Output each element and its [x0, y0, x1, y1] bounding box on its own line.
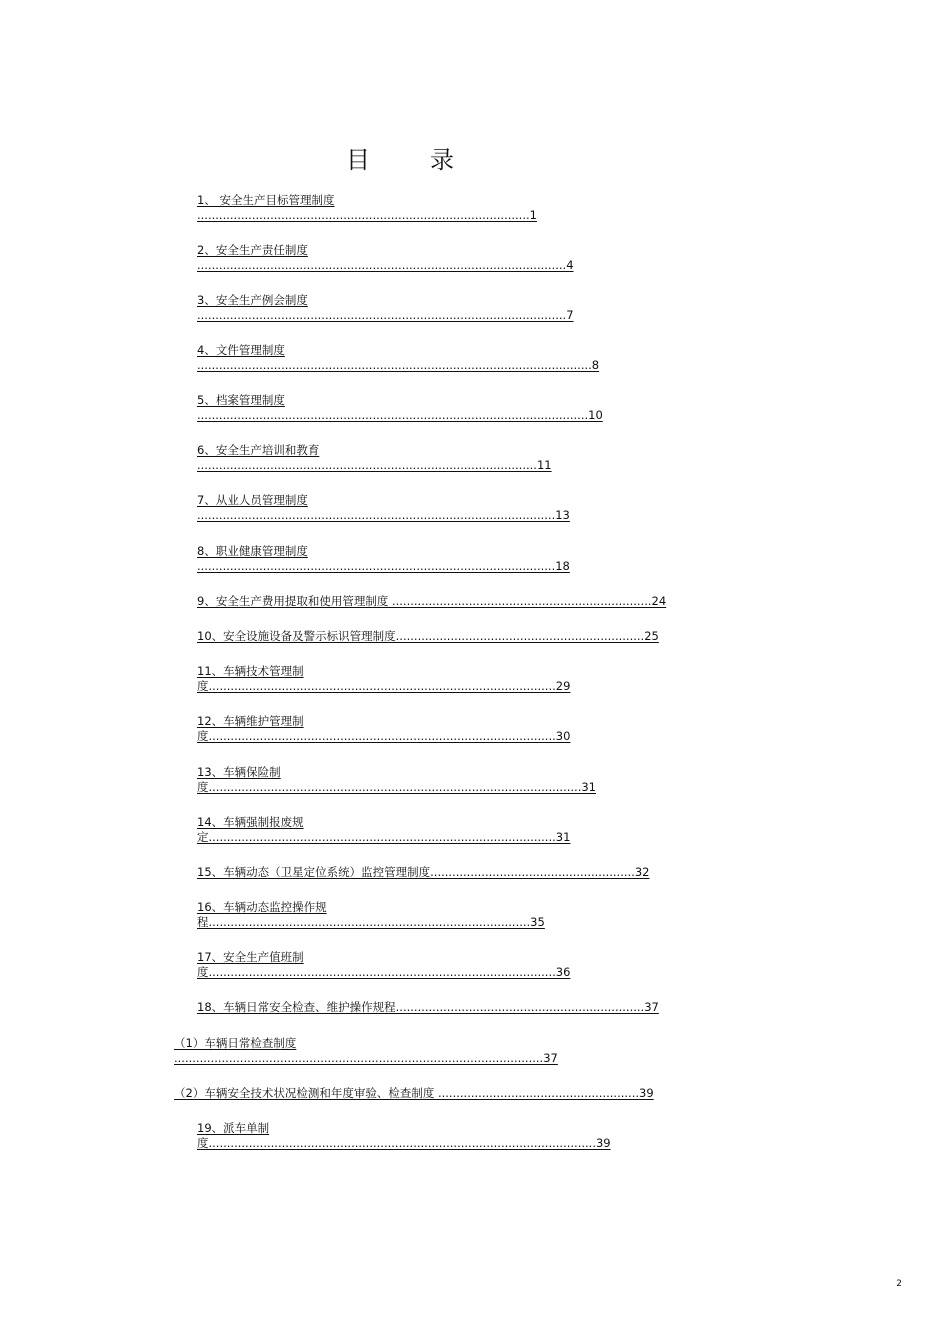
toc-entry[interactable]: 18、车辆日常安全检查、维护操作规程....................................................................37	[197, 1000, 659, 1014]
toc-entry[interactable]: 8、职业健康管理制度 ..................................................................................................18	[197, 544, 570, 573]
toc-entry[interactable]: 3、安全生产例会制度 .....................................................................................................7	[197, 293, 574, 322]
toc-entry[interactable]: 12、车辆维护管理制 度...............................................................................................30	[197, 714, 571, 743]
toc-entry[interactable]: 4、文件管理制度 ............................................................................................................8	[197, 343, 600, 372]
toc-entry[interactable]: 16、车辆动态监控操作规 程........................................................................................35	[197, 900, 545, 929]
toc-entry[interactable]: （2）车辆安全技术状况检测和年度审验、检查制度 .......................................................39	[174, 1086, 654, 1100]
toc-entry[interactable]: 7、从业人员管理制度 ..................................................................................................13	[197, 493, 570, 522]
toc-entry[interactable]: 2、安全生产责任制度 .....................................................................................................4	[197, 243, 574, 272]
toc-entry[interactable]: 15、车辆动态（卫星定位系统）监控管理制度........................................................32	[197, 865, 650, 879]
toc-entry[interactable]: 6、安全生产培训和教育 .............................................................................................11	[197, 443, 552, 472]
toc-entry[interactable]: 17、安全生产值班制 度...............................................................................................36	[197, 950, 571, 979]
toc-entry[interactable]: 1、 安全生产目标管理制度 ...........................................................................................1	[197, 193, 537, 222]
toc-entry[interactable]: 9、安全生产费用提取和使用管理制度 .......................................................................24	[197, 594, 667, 608]
toc-entry[interactable]: （1）车辆日常检查制度 .....................................................................................................37	[174, 1036, 558, 1065]
toc-entry[interactable]: 5、档案管理制度 ...........................................................................................................10	[197, 393, 603, 422]
toc-entry[interactable]: 11、车辆技术管理制 度...............................................................................................29	[197, 664, 571, 693]
toc-entry[interactable]: 14、车辆强制报废规 定...............................................................................................31	[197, 815, 571, 844]
page-number: 2	[896, 1279, 902, 1289]
toc-entry[interactable]: 19、派车单制 度..........................................................................................................39	[197, 1121, 611, 1150]
toc-entry[interactable]: 13、车辆保险制 度......................................................................................................31	[197, 765, 596, 794]
toc-entry[interactable]: 10、安全设施设备及警示标识管理制度....................................................................25	[197, 629, 659, 643]
page-title: 目 录	[346, 146, 472, 174]
